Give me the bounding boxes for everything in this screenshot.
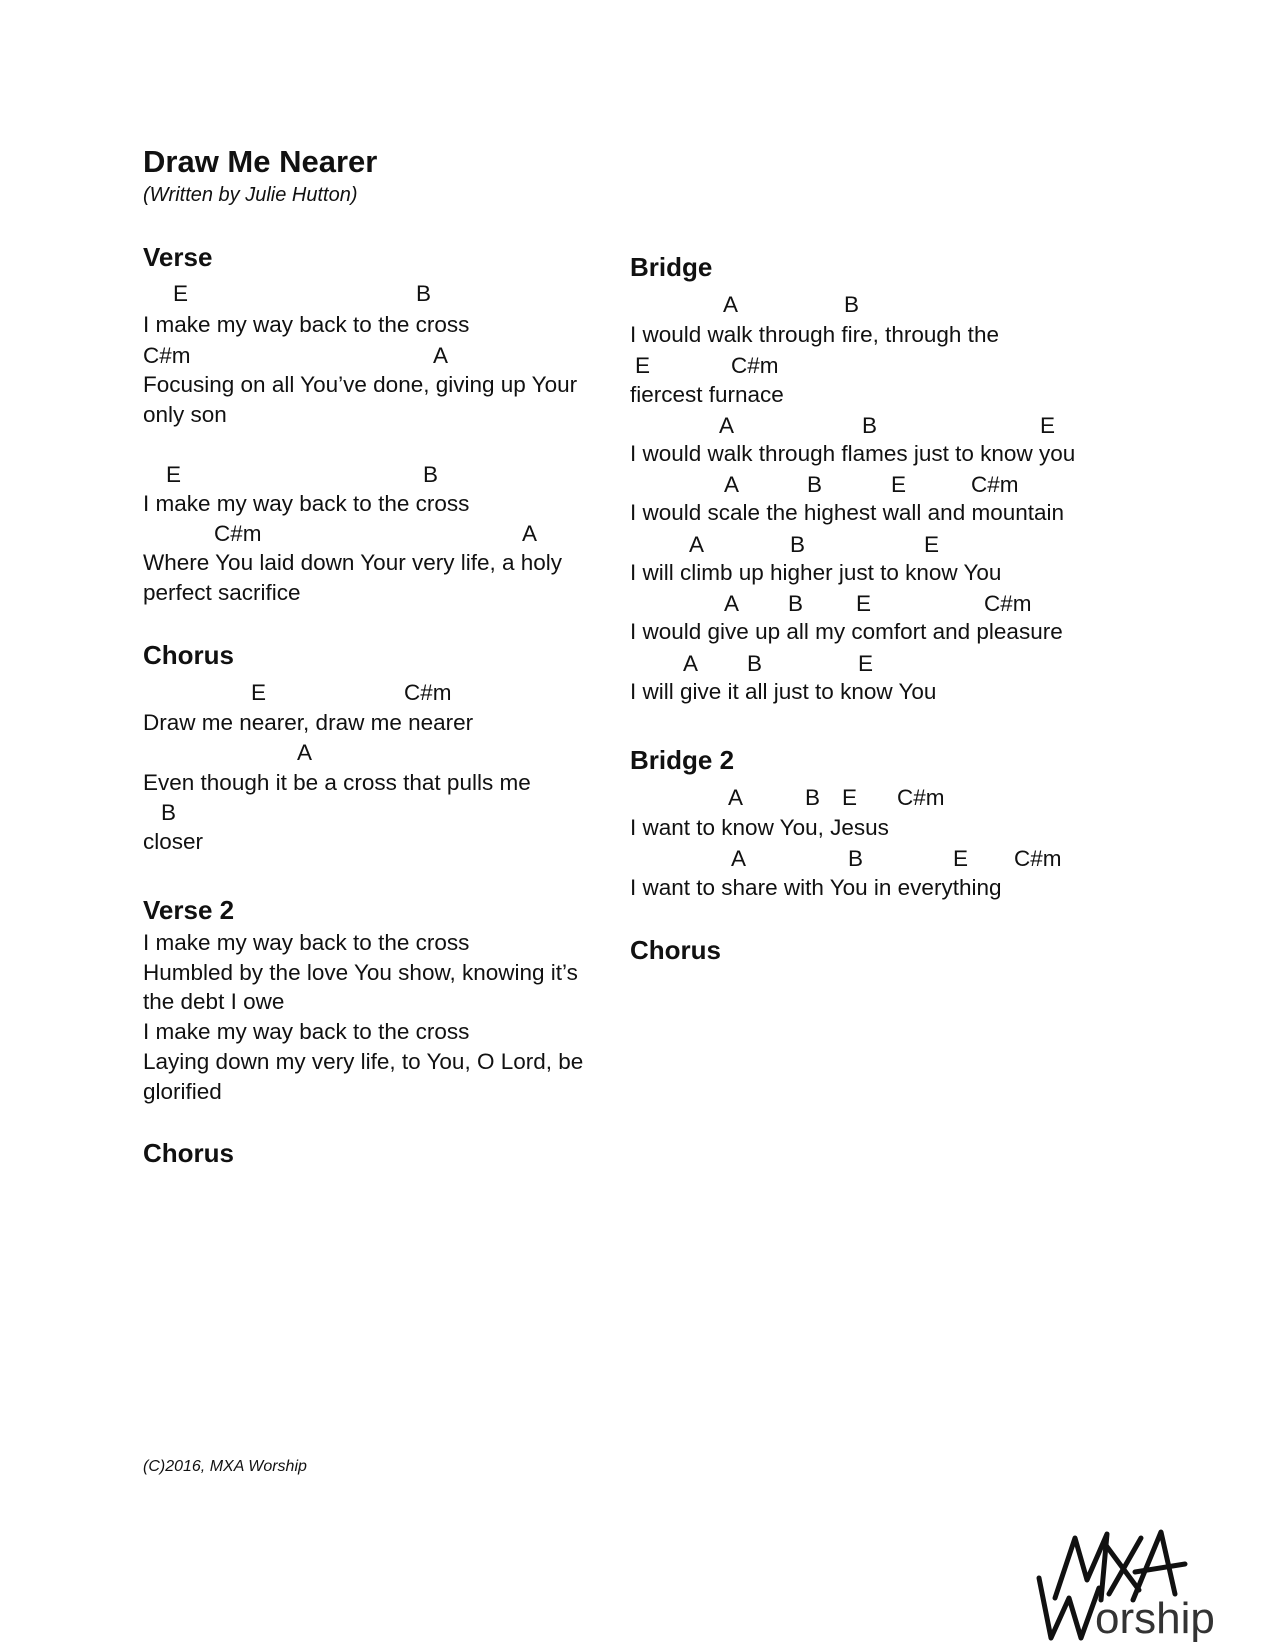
chord: B xyxy=(788,591,804,616)
lyric-line: I would walk through flames just to know you xyxy=(630,441,1076,466)
section-heading-bridge: Bridge xyxy=(630,252,713,282)
chord: E xyxy=(173,281,189,306)
chord: A xyxy=(522,521,538,546)
lyric-line: Focusing on all You’ve done, giving up Your xyxy=(143,372,578,397)
chord: C#m xyxy=(143,343,191,368)
chord: C#m xyxy=(984,591,1032,616)
chord: B xyxy=(416,281,432,306)
section-heading-chorus-repeat: Chorus xyxy=(143,1138,234,1168)
lyric-line: I will climb up higher just to know You xyxy=(630,560,1002,585)
chord: A xyxy=(689,532,705,557)
lyric-line: Even though it be a cross that pulls me xyxy=(143,770,531,795)
copyright-footer: (C)2016, MXA Worship xyxy=(143,1458,307,1475)
chord: A xyxy=(683,651,699,676)
chord: E xyxy=(251,680,267,705)
lyric-line: I would give up all my comfort and pleasure xyxy=(630,619,1063,644)
section-heading-verse: Verse xyxy=(143,242,213,272)
chord: A xyxy=(731,846,747,871)
chord: B xyxy=(844,292,860,317)
section-heading-chorus: Chorus xyxy=(143,640,234,670)
chord: B xyxy=(161,800,177,825)
lyric-line: I make my way back to the cross xyxy=(143,1019,470,1044)
chord: A xyxy=(719,413,735,438)
chord: C#m xyxy=(971,472,1019,497)
chord: E xyxy=(166,462,182,487)
chord: E xyxy=(635,353,651,378)
lyric-line: Draw me nearer, draw me nearer xyxy=(143,710,474,735)
chord: E xyxy=(891,472,907,497)
chord: E xyxy=(1040,413,1056,438)
lyric-line: closer xyxy=(143,829,204,854)
chord: C#m xyxy=(404,680,452,705)
section-heading-verse-2: Verse 2 xyxy=(143,895,235,925)
chord: B xyxy=(807,472,823,497)
section-heading-chorus-repeat: Chorus xyxy=(630,935,721,965)
chord: A xyxy=(724,591,740,616)
chord: A xyxy=(723,292,739,317)
chord: A xyxy=(297,740,313,765)
lyric-line: the debt I owe xyxy=(143,989,285,1014)
chord: C#m xyxy=(897,785,945,810)
logo-worship-text: orship xyxy=(1095,1594,1215,1643)
lyric-line: I make my way back to the cross xyxy=(143,491,470,516)
chord: B xyxy=(790,532,806,557)
lyric-line: I make my way back to the cross xyxy=(143,312,470,337)
chord: B xyxy=(805,785,821,810)
lyric-line: Where You laid down Your very life, a holy xyxy=(143,550,563,575)
mxa-worship-logo xyxy=(1035,1520,1230,1645)
chord: E xyxy=(842,785,858,810)
lyric-line: I would walk through fire, through the xyxy=(630,322,999,347)
chord: B xyxy=(423,462,439,487)
chord: E xyxy=(924,532,940,557)
lyric-line: Humbled by the love You show, knowing it’s xyxy=(143,960,578,985)
lyric-line: I want to share with You in everything xyxy=(630,875,1002,900)
lyric-line: I make my way back to the cross xyxy=(143,930,470,955)
chord: A xyxy=(724,472,740,497)
chord: A xyxy=(728,785,744,810)
chord: E xyxy=(856,591,872,616)
chord: B xyxy=(862,413,878,438)
lyric-line: glorified xyxy=(143,1079,222,1104)
lyric-line: perfect sacrifice xyxy=(143,580,301,605)
chord: B xyxy=(747,651,763,676)
lyric-line: I want to know You, Jesus xyxy=(630,815,889,840)
chord: B xyxy=(848,846,864,871)
song-title: Draw Me Nearer xyxy=(143,144,378,179)
lyric-line: I would scale the highest wall and mountain xyxy=(630,500,1065,525)
chord: A xyxy=(433,343,449,368)
chord: C#m xyxy=(214,521,262,546)
lyric-line: only son xyxy=(143,402,227,427)
chord: C#m xyxy=(1014,846,1062,871)
chord: E xyxy=(953,846,969,871)
song-credit: (Written by Julie Hutton) xyxy=(143,184,358,206)
lyric-line: I will give it all just to know You xyxy=(630,679,937,704)
section-heading-bridge-2: Bridge 2 xyxy=(630,745,735,775)
chord: E xyxy=(858,651,874,676)
lyric-line: fiercest furnace xyxy=(630,382,784,407)
lyric-line: Laying down my very life, to You, O Lord, be xyxy=(143,1049,584,1074)
chord: C#m xyxy=(731,353,779,378)
